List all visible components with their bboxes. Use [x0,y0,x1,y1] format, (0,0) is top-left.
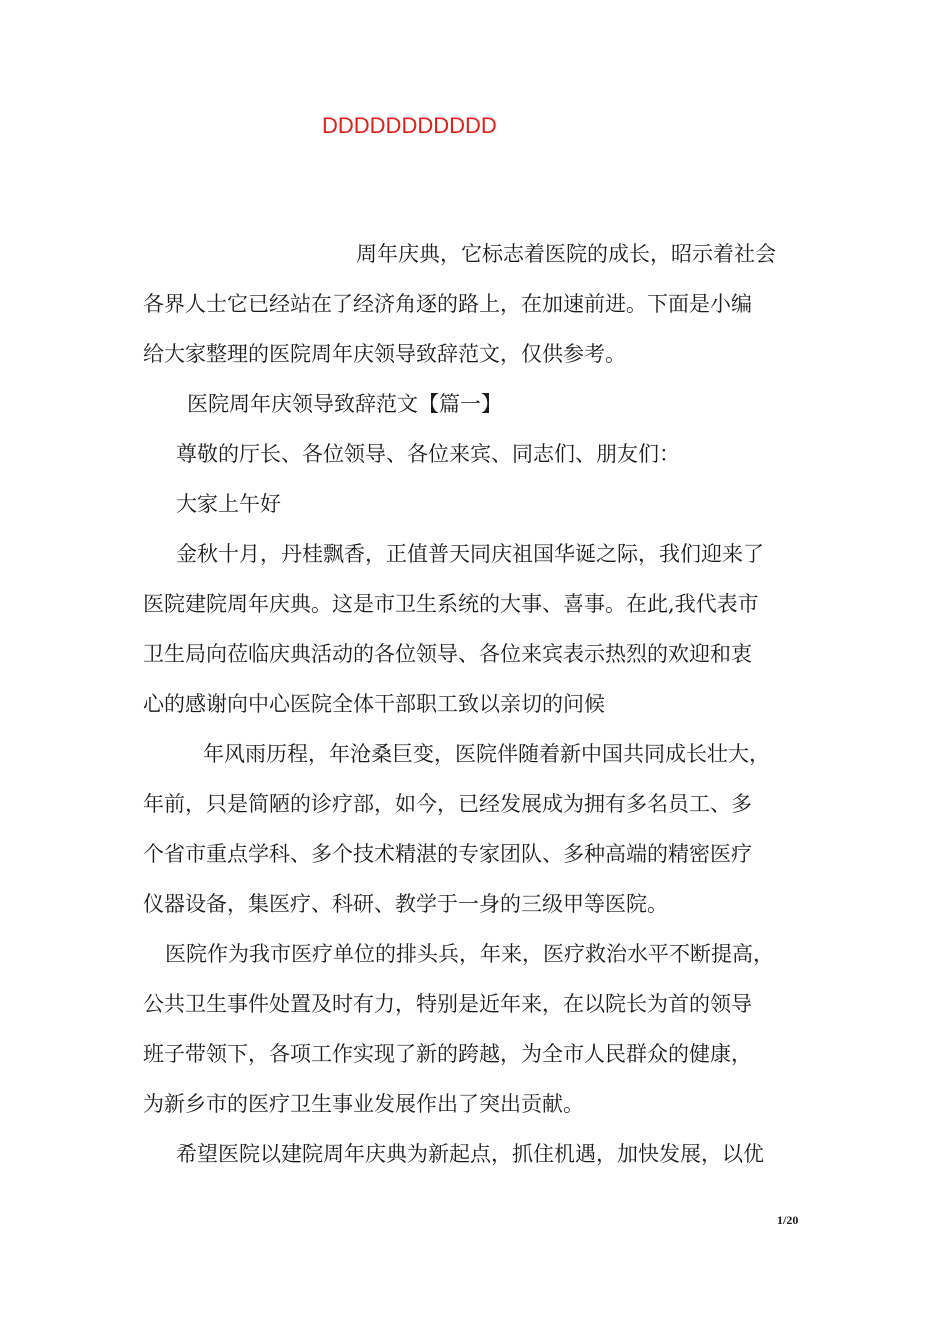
text-line: 各界人士它已经站在了经济角逐的路上，在加速前进。下面是小编 [143,292,752,316]
text-line: 个省市重点学科、多个技术精湛的专家团队、多种高端的精密医疗 [143,842,752,866]
text-line: 医院作为我市医疗单位的排头兵，年来，医疗救治水平不断提高， [165,942,774,966]
text-line: 医院建院周年庆典。这是市卫生系统的大事、喜事。在此,我代表市 [143,592,759,616]
salutation: 尊敬的厅长、各位领导、各位来宾、同志们、朋友们： [176,442,680,466]
page-number: 1/20 [777,1213,799,1227]
section-heading: 医院周年庆领导致辞范文【篇一】 [187,392,502,416]
text-line: 金秋十月，丹桂飘香，正值普天同庆祖国华诞之际，我们迎来了 [176,542,764,566]
text-line: 卫生局向莅临庆典活动的各位领导、各位来宾表示热烈的欢迎和衷 [143,642,752,666]
text-line: 年前，只是简陋的诊疗部，如今，已经发展成为拥有多名员工、多 [143,792,752,816]
text-line: 希望医院以建院周年庆典为新起点，抓住机遇，加快发展，以优 [176,1142,764,1166]
text-line: 公共卫生事件处置及时有力，特别是近年来，在以院长为首的领导 [143,992,752,1016]
text-line: 心的感谢向中心医院全体干部职工致以亲切的问候 [143,692,605,716]
document-header: DDDDDDDDDDD [322,113,497,138]
text-line: 仪器设备，集医疗、科研、教学于一身的三级甲等医院。 [143,892,668,916]
greeting: 大家上午好 [176,492,281,516]
text-line: 班子带领下，各项工作实现了新的跨越，为全市人民群众的健康， [143,1042,752,1066]
text-line: 给大家整理的医院周年庆领导致辞范文，仅供参考。 [143,342,626,366]
text-line: 年风雨历程，年沧桑巨变，医院伴随着新中国共同成长壮大， [203,742,770,766]
text-line: 周年庆典，它标志着医院的成长，昭示着社会 [356,242,776,266]
text-line: 为新乡市的医疗卫生事业发展作出了突出贡献。 [143,1092,584,1116]
